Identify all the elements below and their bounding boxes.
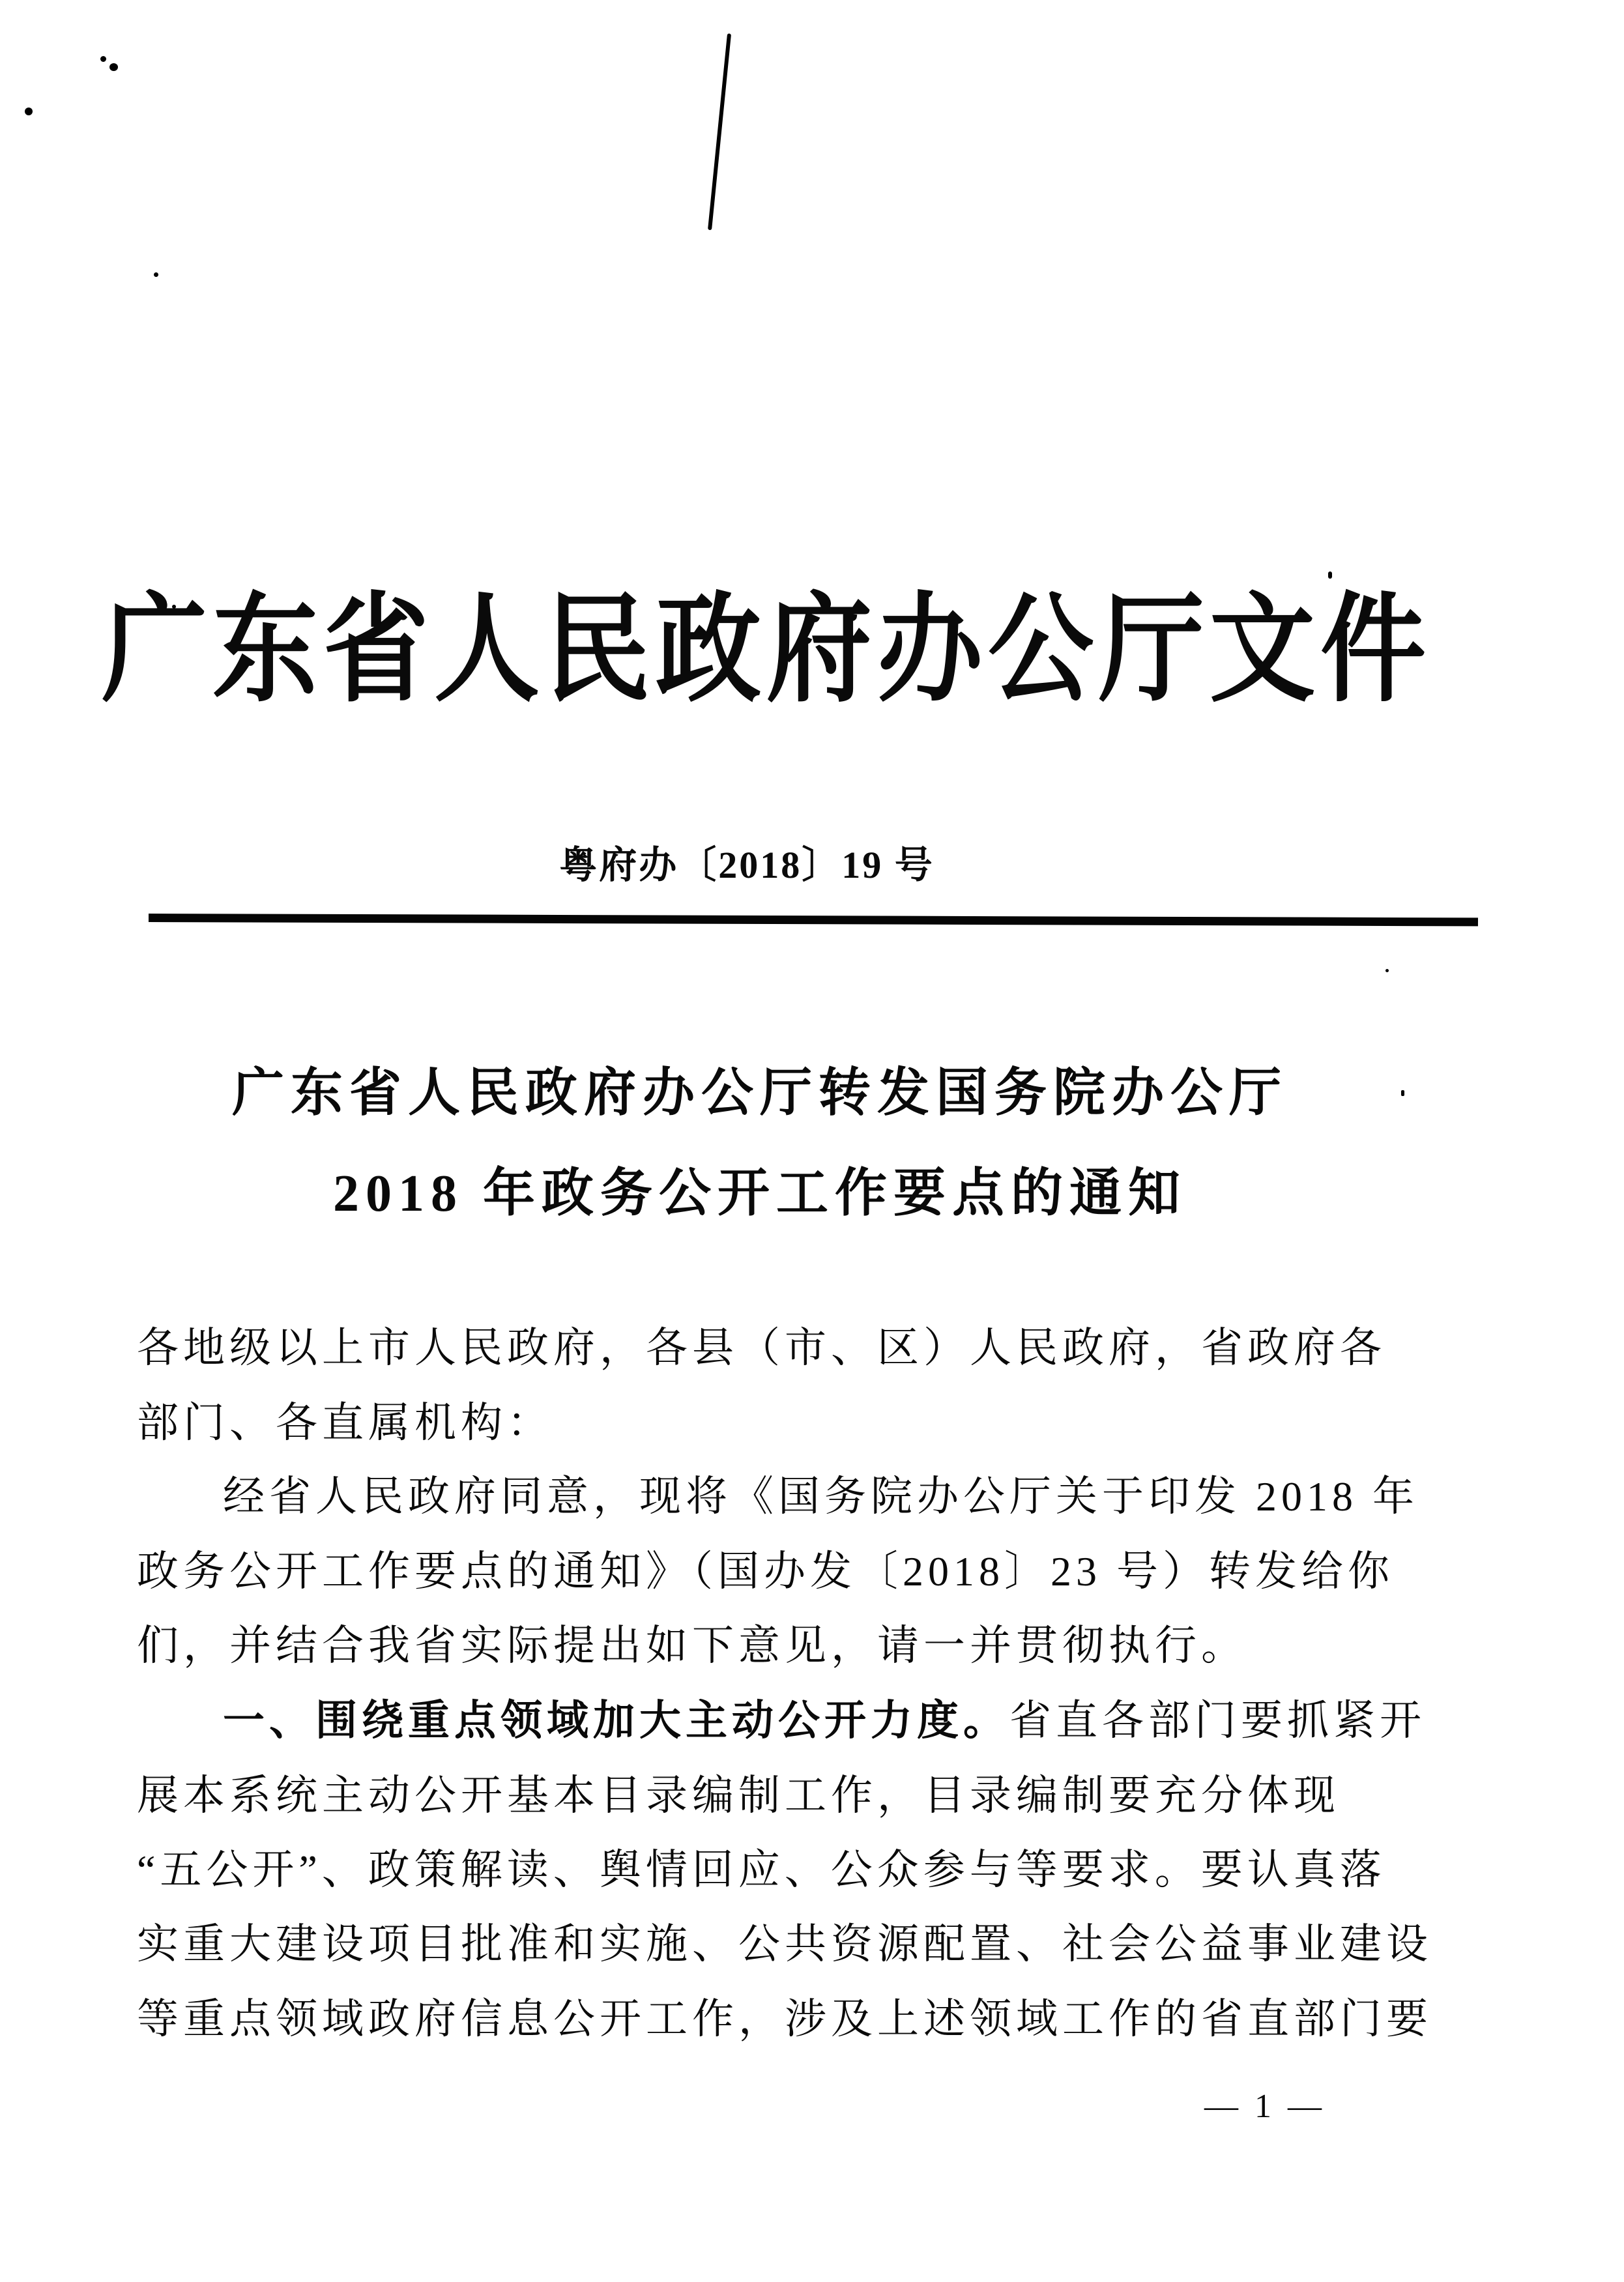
body-line-section-1c: “五公开”、政策解读、舆情回应、公众参与等要求。要认真落 (137, 1847, 1386, 1893)
page-number: — 1 — (1204, 2088, 1326, 2125)
scan-speck (1385, 969, 1389, 972)
subject-title-line-1: 广东省人民政府办公厅转发国务院办公厅 (232, 1065, 1288, 1122)
section-1-inline-heading: 一、围绕重点领域加大主动公开力度。 (223, 1697, 1009, 1744)
letterhead-title: 广东省人民政府办公厅文件 (102, 586, 1431, 717)
scan-speck (154, 272, 158, 277)
body-line-paragraph-1b: 政务公开工作要点的通知》（国办发〔2018〕23 号）转发给你 (137, 1548, 1394, 1595)
scan-artifact-slash (708, 33, 731, 230)
scan-speck (25, 108, 33, 115)
body-line-salutation-1: 各地级以上市人民政府，各县（市、区）人民政府，省政府各 (137, 1325, 1386, 1371)
body-line-paragraph-1a: 经省人民政府同意，现将《国务院办公厅关于印发 2018 年 (223, 1473, 1419, 1520)
body-line-salutation-2: 部门、各直属机构： (137, 1400, 553, 1446)
letterhead-divider-rule (149, 914, 1478, 926)
body-line-paragraph-1c: 们，并结合我省实际提出如下意见，请一并贯彻执行。 (137, 1623, 1247, 1669)
subject-title-line-2: 2018 年政务公开工作要点的通知 (333, 1165, 1187, 1222)
document-reference-number: 粤府办〔2018〕19 号 (559, 844, 935, 886)
body-line-section-1b: 展本系统主动公开基本目录编制工作，目录编制要充分体现 (137, 1772, 1340, 1819)
section-1-inline-text: 省直各部门要抓紧开 (1009, 1697, 1426, 1744)
scan-speck (109, 63, 118, 71)
body-line-section-1d: 实重大建设项目批准和实施、公共资源配置、社会公益事业建设 (137, 1921, 1432, 1967)
scan-speck (100, 56, 106, 62)
body-line-section-1a (137, 1699, 1479, 1742)
body-line-section-1e: 等重点领域政府信息公开工作，涉及上述领域工作的省直部门要 (137, 1996, 1432, 2042)
